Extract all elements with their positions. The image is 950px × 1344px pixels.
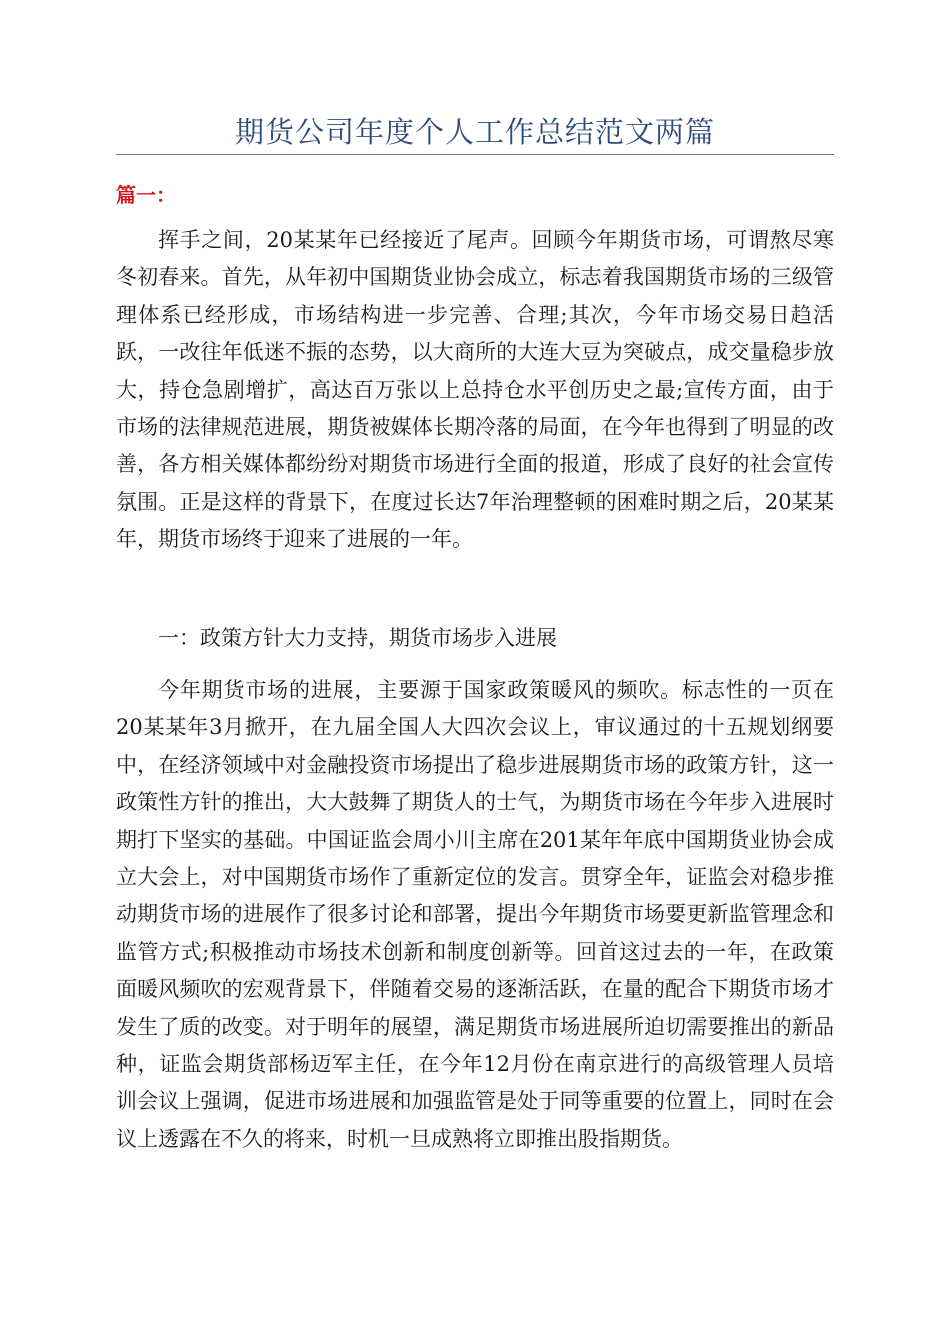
section-heading: 篇一： — [116, 183, 176, 207]
subheading: 一：政策方针大力支持，期货市场步入进展 — [158, 626, 557, 650]
paragraph-1: 挥手之间，20某某年已经接近了尾声。回顾今年期货市场，可谓熬尽寒冬初春来。首先，从年初中国期货业协会成立，标志着我国期货市场的三级管理体系已经形成，市场结构进一步完善、合理;其次，今年市场交易日趋活跃，一改往年低迷不振的态势，以大商所的大连大豆为突破点，成交量稳步放大，持仓急剧增扩，高达百万张以上总持仓水平创历史之最;宣传方面，由于市场的法律规范进展，期货被媒体长期冷落的局面，在今年也得到了明显的改善，各方相关媒体都纷纷对期货市场进行全面的报道，形成了良好的社会宣传氛围。正是这样的背景下，在度过长达7年治理整顿的困难时期之后，20某某年，期货市场终于迎来了进展的一年。 — [116, 228, 834, 552]
paragraph-2: 今年期货市场的进展，主要源于国家政策暖风的频吹。标志性的一页在20某某年3月掀开，在九届全国人大四次会议上，审议通过的十五规划纲要中，在经济领域中对金融投资市场提出了稳步进展期货市场的政策方针，这一政策性方针的推出，大大鼓舞了期货人的士气，为期货市场在今年步入进展时期打下坚实的基础。中国证监会周小川主席在201某年年底中国期货业协会成立大会上，对中国期货市场作了重新定位的发言。贯穿全年，证监会对稳步推动期货市场的进展作了很多讨论和部署，提出今年期货市场要更新监管理念和监管方式;积极推动市场技术创新和制度创新等。回首这过去的一年，在政策面暖风频吹的宏观背景下，伴随着交易的逐渐活跃，在量的配合下期货市场才发生了质的改变。对于明年的展望，满足期货市场进展所迫切需要推出的新品种，证监会期货部杨迈军主任，在今年12月份在南京进行的高级管理人员培训会议上强调，促进市场进展和加强监管是处于同等重要的位置上，同时在会议上透露在不久的将来，时机一旦成熟将立即推出股指期货。 — [116, 678, 834, 1151]
document-title: 期货公司年度个人工作总结范文两篇 — [234, 115, 715, 149]
title-underline — [116, 154, 834, 155]
